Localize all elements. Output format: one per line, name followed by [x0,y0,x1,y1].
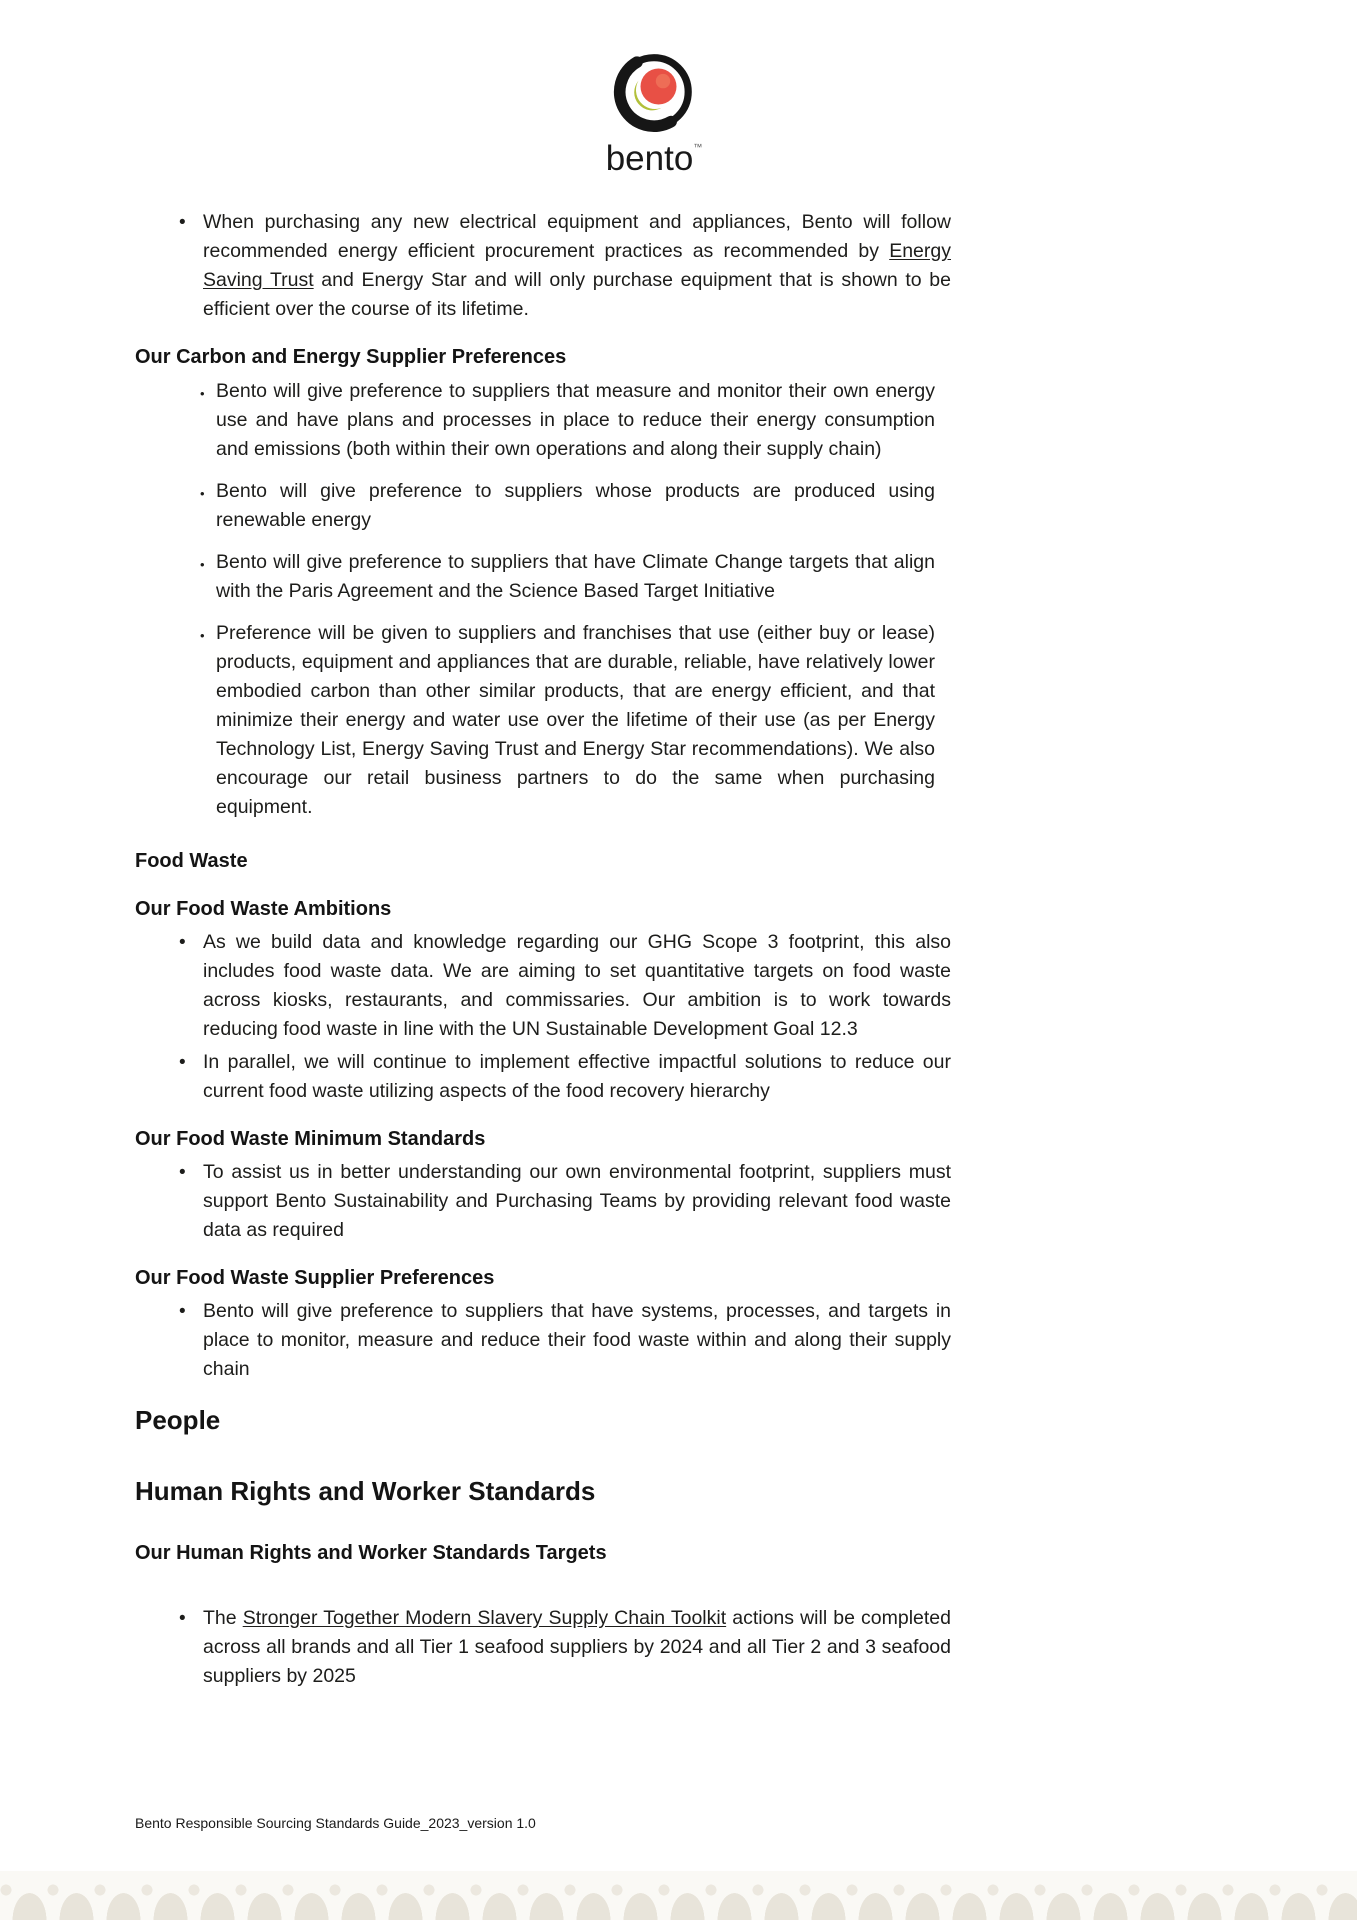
text-segment: Bento will give preference to suppliers that have Climate Change targets that align with the Paris Agreement and the Science Based Target Initiative [216,551,935,602]
bullet-item [135,1604,951,1691]
text-segment: To assist us in better understanding our own environmental footprint, suppliers must support Bento Sustainability and Purchasing Teams by providing relevant food waste data as required [203,1161,951,1241]
bullet-item [135,377,935,464]
text-segment: Bento will give preference to suppliers that measure and monitor their own energy use and have plans and processes in place to reduce their energy consumption and emissions (both within their own operations and along their supply chain) [216,380,935,460]
bullet-item [135,1048,951,1106]
bullet-item [135,208,951,324]
link-text[interactable]: Energy Saving Trust [203,240,951,291]
bento-logo [602,46,706,176]
text-segment: The [203,1607,243,1629]
bullet-marker-icon: • [200,386,205,401]
section-title: Human Rights and Worker Standards [135,1476,596,1506]
text-segment: Bento will give preference to suppliers whose products are produced using renewable energy [216,480,935,531]
text-segment: Preference will be given to suppliers and franchises that use (either buy or lease) products, equipment and appliances that are durable, reliable, have relatively lower embodied carbon than other similar products, that are energy efficient, and that minimize their energy and water use over the lifetime of their use (as per Energy Technology List, Energy Saving Trust and Energy Star recommendations). We also encourage our retail business partners to do the same when purchasing equipment. [216,622,935,818]
bullet-text [203,1161,951,1241]
bullet-marker-icon: • [179,212,186,233]
bullet-text [203,211,951,320]
bullet-item [135,1297,951,1384]
bullet-marker-icon: • [200,486,205,501]
bullet-marker-icon: • [179,1052,186,1073]
bullet-item [135,1158,951,1245]
bullet-marker-icon: • [179,1162,186,1183]
bullet-text [203,931,951,1040]
bullet-item [135,928,951,1044]
bullet-item [135,548,935,606]
subsection-heading: Our Food Waste Minimum Standards [135,1128,486,1150]
text-segment: and Energy Star and will only purchase equipment that is shown to be efficient over the course of its lifetime. [203,269,951,320]
bento-enso-icon [606,46,702,136]
bottom-border-pattern [0,1871,1357,1920]
bullet-marker-icon: • [200,557,205,572]
text-segment: Bento will give preference to suppliers that have systems, processes, and targets in place to monitor, measure and reduce their food waste within and along their supply chain [203,1300,951,1380]
bento-wordmark: bento™ [605,139,703,178]
bullet-item [135,619,935,822]
bullet-marker-icon: • [179,1301,186,1322]
bullet-text [203,1300,951,1380]
bullet-text [216,622,935,818]
bullet-text [203,1607,951,1687]
bullet-marker-icon: • [200,628,205,643]
footer-text: Bento Responsible Sourcing Standards Guide_2023_version 1.0 [135,1815,536,1831]
text-segment: In parallel, we will continue to implement effective impactful solutions to reduce our current food waste utilizing aspects of the food recovery hierarchy [203,1051,951,1102]
text-segment: actions will be completed across all brands and all Tier 1 seafood suppliers by 2024 and all Tier 2 and 3 seafood suppliers by 2025 [203,1607,951,1687]
section-title: People [135,1405,221,1435]
subsection-heading: Our Human Rights and Worker Standards Targets [135,1542,607,1564]
subsection-heading: Our Food Waste Supplier Preferences [135,1267,495,1289]
link-text[interactable]: Stronger Together Modern Slavery Supply Chain Toolkit [242,1607,727,1629]
bullet-text [216,551,935,602]
bullet-marker-icon: • [179,1608,186,1629]
subsection-heading: Food Waste [135,850,248,872]
subsection-heading: Our Food Waste Ambitions [135,898,392,920]
subsection-heading: Our Carbon and Energy Supplier Preferences [135,346,567,368]
bullet-text [216,480,935,531]
text-segment: When purchasing any new electrical equipment and appliances, Bento will follow recommended energy efficient procurement practices as recommended by [203,211,951,262]
trademark-symbol: ™ [693,142,703,152]
document-content [135,208,1235,1691]
bullet-text [216,380,935,460]
bullet-item [135,477,935,535]
bullet-marker-icon: • [179,932,186,953]
text-segment: As we build data and knowledge regarding our GHG Scope 3 footprint, this also includes food waste data. We are aiming to set quantitative targets on food waste across kiosks, restaurants, and commissaries. Our ambition is to work towards reducing food waste in line with the UN Sustainable Development Goal 12.3 [203,931,951,1040]
bullet-text [203,1051,951,1102]
